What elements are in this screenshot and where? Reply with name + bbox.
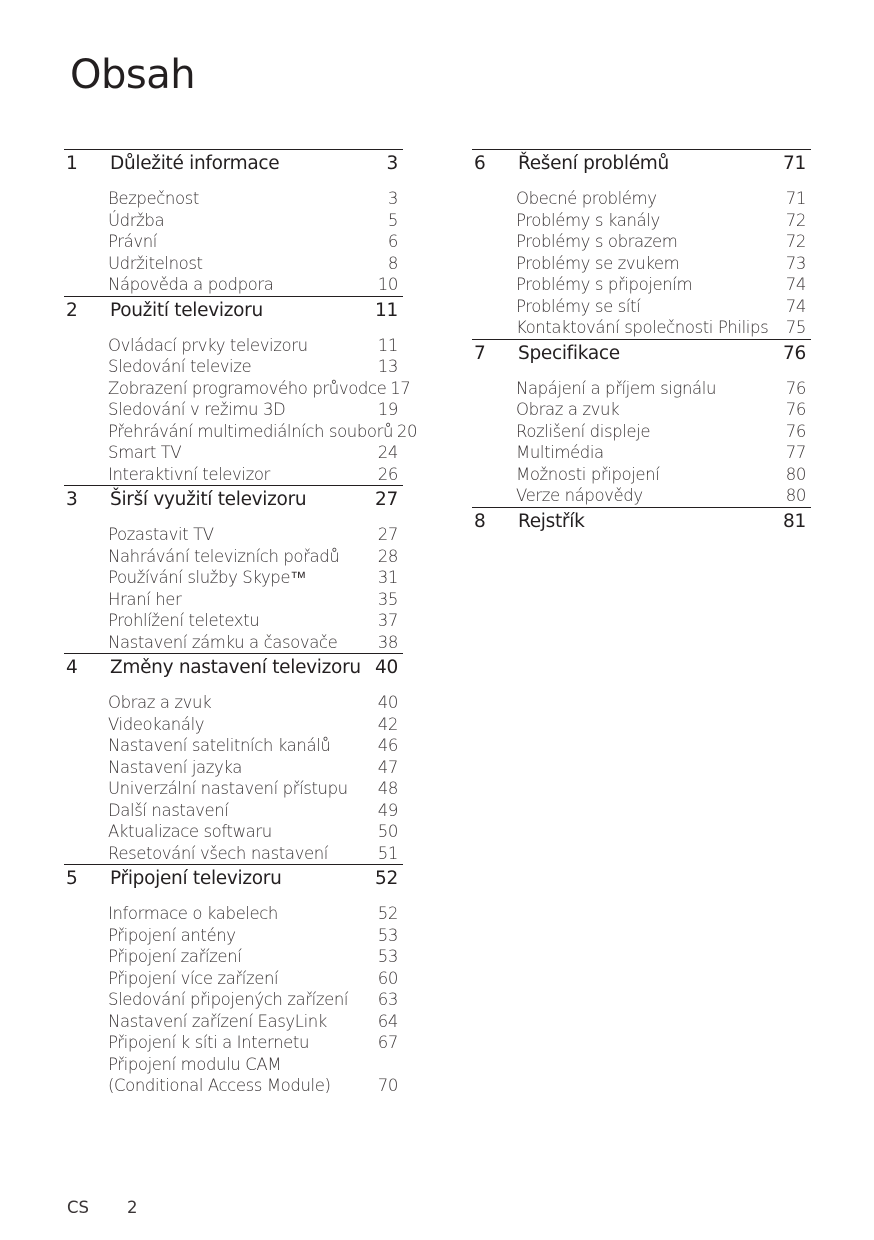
entry-title: Obraz a zvuk [516,400,620,419]
entry-title: Sledování připojených zařízení [108,990,349,1009]
entry-page-number: 35 [377,589,398,609]
page-title: Obsah [70,52,196,98]
toc-entry[interactable] [64,524,403,546]
toc-entry[interactable] [472,317,811,339]
entry-page-number: 37 [377,611,398,630]
section-title: Připojení televizoru [110,868,282,889]
section-entries [472,378,811,507]
entry-page-number: 42 [377,714,398,734]
entry-page-number: 27 [377,525,398,544]
entry-title: Nastavení satelitních kanálů [108,736,331,755]
toc-entry[interactable] [64,567,403,589]
toc-entry[interactable] [64,714,403,736]
entry-page-number: 74 [785,296,806,316]
entry-title: Informace o kabelech [108,904,278,923]
entry-title: Připojení více zařízení [108,968,279,988]
entry-title: Údržba [108,210,165,230]
entry-title: Připojení modulu CAM (Conditional Access Module) [108,1054,331,1095]
section-title: Změny nastavení televizoru [110,657,361,678]
toc-entry[interactable] [64,989,403,1011]
entry-title: Připojení zařízení [108,947,242,966]
toc-entry[interactable] [472,378,811,400]
entry-page-number: 71 [785,189,806,208]
entry-title: Interaktivní televizor [108,464,270,484]
toc-entry[interactable] [472,421,811,443]
entry-page-number: 6 [387,232,398,251]
entry-title: Smart TV [108,443,182,462]
section-title: Rejstřík [518,510,585,532]
section-number: 6 [474,153,486,174]
section-page-number: 76 [783,342,806,364]
toc-entry[interactable] [64,335,403,357]
section-number: 5 [66,868,78,889]
entry-title: Hraní her [108,589,182,609]
entry-page-number: 49 [377,800,398,820]
entry-page-number: 76 [785,421,806,441]
section-title: Použití televizoru [110,299,263,321]
entry-title: Prohlížení teletextu [108,611,260,630]
entry-page-number: 77 [785,443,806,462]
section-heading[interactable] [64,488,403,512]
entry-page-number: 76 [785,378,806,398]
toc-entry[interactable] [64,589,403,611]
entry-title: Obraz a zvuk [108,693,212,712]
toc-entry[interactable] [472,296,811,318]
entry-page-number: 5 [387,210,398,230]
entry-page-number: 76 [785,400,806,419]
entry-page-number: 8 [387,253,398,273]
section-entries [64,692,403,864]
entry-title: Sledování v režimu 3D [108,400,286,419]
toc-section [64,149,403,296]
entry-title: Udržitelnost [108,253,203,273]
toc-entry[interactable] [64,1054,403,1097]
toc-entry[interactable] [64,757,403,779]
toc-section [472,507,811,534]
entry-page-number: 10 [377,275,398,294]
toc-entry[interactable] [472,399,811,421]
entry-page-number: 13 [377,357,398,376]
entry-page-number: 53 [377,925,398,945]
entry-title: Právní [108,232,157,251]
toc-entry[interactable] [472,274,811,296]
entry-page-number: 28 [377,546,398,566]
entry-page-number: 20 [396,421,418,441]
entry-page-number: 19 [377,400,398,419]
toc-entry[interactable] [64,610,403,632]
toc-entry[interactable] [64,442,403,464]
toc-entry[interactable] [472,188,811,210]
toc-entry[interactable] [64,946,403,968]
entry-title: Verze nápovědy [516,486,643,505]
entry-page-number: 24 [377,443,398,462]
section-heading[interactable] [64,867,403,891]
entry-page-number: 38 [377,632,398,652]
entry-page-number: 63 [377,990,398,1009]
section-number: 8 [474,510,486,532]
entry-page-number: 73 [785,253,806,273]
section-entries [64,188,403,296]
section-title: Širší využití televizoru [110,489,307,510]
section-heading[interactable] [472,342,811,366]
entry-title: Resetování všech nastavení [108,843,328,863]
entry-page-number: 80 [785,464,806,484]
toc-entry[interactable] [472,231,811,253]
entry-title: Videokanály [108,714,205,734]
page-footer [67,1198,138,1217]
toc-entry[interactable] [64,778,403,800]
toc-entry[interactable] [64,546,403,568]
section-number: 3 [66,489,78,510]
toc-section [472,339,811,507]
section-heading[interactable] [472,510,811,534]
entry-title: Problémy s kanály [516,210,660,230]
entry-title: Nápověda a podpora [108,275,274,294]
toc-entry[interactable] [64,735,403,757]
toc-entry[interactable] [64,821,403,843]
toc-entry[interactable] [64,210,403,232]
section-number: 7 [474,342,486,364]
section-page-number: 3 [386,153,398,174]
toc-entry[interactable] [64,1032,403,1054]
toc-entry[interactable] [472,210,811,232]
entry-title: Připojení antény [108,925,236,945]
entry-page-number: 48 [377,779,398,798]
section-page-number: 11 [375,299,398,321]
section-page-number: 27 [375,489,398,510]
entry-title: Kontaktování společnosti Philips [516,318,769,337]
entry-title: Univerzální nastavení přístupu [108,779,348,798]
toc-section [64,485,403,653]
entry-title: Multimédia [516,443,604,462]
toc-entry[interactable] [64,968,403,990]
entry-page-number: 31 [377,568,398,587]
entry-title: Možnosti připojení [516,464,660,484]
section-number: 1 [66,153,78,174]
toc-entry[interactable] [64,274,403,296]
section-page-number: 52 [375,868,398,889]
entry-page-number: 50 [377,822,398,841]
section-entries [472,188,811,339]
section-page-number: 81 [783,510,806,532]
section-entries [64,524,403,653]
section-number: 4 [66,657,78,678]
entry-page-number: 26 [377,464,398,484]
section-page-number: 40 [375,657,398,678]
entry-page-number: 80 [785,486,806,505]
toc-entry[interactable] [64,1011,403,1033]
entry-page-number: 75 [785,318,806,337]
entry-title: Používání služby Skype™ [108,568,307,587]
entry-title: Nastavení jazyka [108,757,242,777]
entry-page-number: 60 [377,968,398,988]
section-number: 2 [66,299,78,321]
toc-entry[interactable] [64,692,403,714]
toc-entry[interactable] [64,378,411,400]
toc-entry[interactable] [64,800,403,822]
entry-page-number: 11 [377,335,398,355]
toc-entry[interactable] [64,399,403,421]
toc-section [64,864,403,1097]
section-heading[interactable] [64,656,403,680]
entry-title: Přehrávání multimediálních souborů [108,421,394,441]
section-heading[interactable] [64,299,403,323]
toc-section [64,296,418,486]
entry-title: Ovládací prvky televizoru [108,335,308,355]
toc-entry[interactable] [64,843,403,865]
entry-title: Problémy se sítí [516,296,641,316]
entry-title: Připojení k síti a Internetu [108,1033,310,1052]
toc-entry[interactable] [64,356,403,378]
toc-entry[interactable] [472,253,811,275]
section-title: Řešení problémů [518,153,669,174]
entry-page-number: 64 [377,1011,398,1031]
toc-entry[interactable] [64,253,403,275]
entry-page-number: 67 [377,1033,398,1052]
section-heading[interactable] [472,152,811,176]
entry-title: Nastavení zámku a časovače [108,632,338,652]
entry-title: Problémy s připojením [516,275,693,294]
entry-page-number: 72 [785,210,806,230]
entry-title: Sledování televize [108,357,252,376]
entry-page-number: 72 [785,232,806,251]
entry-title: Rozlišení displeje [516,421,651,441]
entry-title: Další nastavení [108,800,229,820]
entry-title: Problémy se zvukem [516,253,680,273]
toc-column-right [472,149,811,534]
toc-section [64,653,403,864]
toc-entry[interactable] [64,188,403,210]
entry-title: Aktualizace softwaru [108,822,272,841]
entry-page-number: 51 [377,843,398,863]
entry-page-number: 46 [377,736,398,755]
toc-entry[interactable] [64,464,403,486]
entry-page-number: 74 [785,275,806,294]
entry-page-number: 40 [377,693,398,712]
entry-title: Nastavení zařízení EasyLink [108,1011,327,1031]
toc-entry[interactable] [64,925,403,947]
entry-title: Nahrávání televizních pořadů [108,546,340,566]
footer-language: CS [67,1198,89,1217]
entry-title: Obecné problémy [516,189,657,208]
section-heading[interactable] [64,152,403,176]
toc-section [472,149,811,339]
entry-page-number: 17 [390,378,411,398]
entry-page-number: 47 [377,757,398,777]
toc-entry[interactable] [64,903,403,925]
toc-entry[interactable] [472,485,811,507]
entry-page-number: 53 [377,947,398,966]
toc-entry[interactable] [64,632,403,654]
entry-page-number: 70 [377,1076,398,1095]
entry-title: Napájení a příjem signálu [516,378,717,398]
section-title: Specifikace [518,342,620,364]
entry-title: Pozastavit TV [108,525,214,544]
toc-column-left [64,149,418,1097]
toc-entry[interactable] [472,442,811,464]
entry-title: Problémy s obrazem [516,232,678,251]
toc-entry[interactable] [64,421,418,443]
footer-page-number: 2 [127,1198,138,1217]
section-title: Důležité informace [110,153,280,174]
toc-entry[interactable] [64,231,403,253]
entry-title: Zobrazení programového průvodce [108,378,387,398]
section-entries [64,903,403,1097]
toc-entry[interactable] [472,464,811,486]
section-entries [64,335,418,486]
section-page-number: 71 [783,153,806,174]
entry-page-number: 3 [387,189,398,208]
entry-page-number: 52 [377,904,398,923]
entry-title: Bezpečnost [108,189,199,208]
